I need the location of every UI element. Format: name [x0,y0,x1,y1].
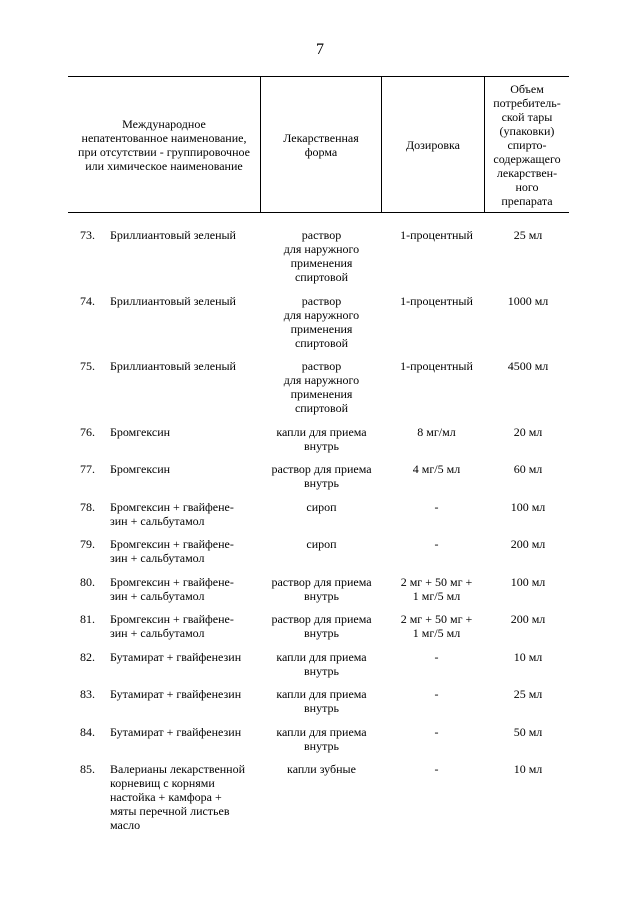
dosage [385,762,488,776]
dosage [385,462,488,476]
package-volume: 60 мл [513,462,543,476]
row-number: 83. [80,687,95,701]
drug-name-line: Бромгексин + гвайфене- [110,612,234,626]
dosage-line: - [434,649,439,664]
dosage-form-line: внутрь [304,701,339,715]
dosage-form-line: спиртовой [294,335,349,350]
dosage-form-line: внутрь [304,738,339,753]
dosage-form-line: капли для приема [276,687,367,701]
dosage [385,575,488,603]
drug-name-line: корневищ с корнями [110,776,215,790]
dosage-line: 1-процентный [400,359,473,373]
dosage-form-line: спиртовой [294,401,349,415]
header-volume-line: ской тары [501,109,553,124]
dosage-form-line: внутрь [304,663,339,678]
dosage-form-line: раствор [301,359,342,373]
drug-name-line: зин + сальбутамол [110,588,205,603]
dosage-line: - [434,499,439,514]
dosage-line: 8 мг/мл [417,424,456,439]
dosage-line: 1-процентный [400,293,473,308]
header-volume-line: препарата [501,193,553,208]
drug-name-line: Бутамират + гвайфенезин [110,687,242,701]
dosage [385,500,488,514]
package-volume: 10 мл [513,762,543,776]
row-number: 82. [80,649,95,664]
dosage-form-line: сироп [306,537,337,551]
drug-name-line: зин + сальбутамол [110,626,205,640]
header-volume-line: лекарствен- [496,165,558,180]
header-name-line: или химическое наименование [85,158,243,173]
dosage-line: 2 мг + 50 мг + [400,612,473,626]
header-name-line: при отсутствии - группировочное [78,144,250,159]
header-dose-line: Дозировка [406,137,460,152]
header-form-line: форма [304,144,338,159]
drug-name [110,687,265,701]
row-number: 75. [80,359,95,373]
drug-name [110,650,265,664]
dosage-form [261,725,382,753]
table-row [0,537,640,575]
table-row [0,762,640,842]
drug-name-line: Бутамират + гвайфенезин [110,649,242,664]
header-dose [382,77,485,212]
package-volume: 200 мл [510,537,546,551]
dosage-line: 4 мг/5 мл [412,462,461,476]
table-row [0,575,640,613]
dosage-form-line: капли для приема [276,649,367,664]
package-volume: 50 мл [513,724,543,739]
table-row [0,725,640,763]
package-volume: 25 мл [513,228,543,242]
dosage-line: - [434,537,439,551]
table-row [0,359,640,425]
drug-name [110,762,265,832]
row-number: 74. [80,293,95,308]
drug-name-line: Бриллиантовый зеленый [110,293,236,308]
dosage-form [261,228,382,284]
dosage-form-line: сироп [306,499,337,514]
dosage-form [261,294,382,350]
header-volume-line: ного [515,179,539,194]
drug-name-line: Валерианы лекарственной [110,762,246,776]
header-volume-line: (упаковки) [499,123,555,138]
drug-name-line: зин + сальбутамол [110,513,205,528]
header-name-line: непатентованное наименование, [81,130,247,145]
drug-name-line: мяты перечной листьев [110,804,230,818]
package-volume: 20 мл [513,424,543,439]
drug-name [110,425,265,439]
package-volume: 10 мл [513,649,543,664]
dosage-line: 1 мг/5 мл [412,626,461,640]
dosage-form [261,425,382,453]
table-body [0,228,640,842]
dosage-form-line: внутрь [304,438,339,453]
dosage [385,228,488,242]
dosage-form-line: раствор [301,293,342,308]
drug-name-line: Бромгексин + гвайфене- [110,499,234,514]
dosage-form [261,762,382,776]
package-volume: 4500 мл [507,359,549,373]
drug-name [110,359,265,373]
row-number: 73. [80,228,95,242]
drug-name [110,500,265,528]
package-volume: 1000 мл [507,293,549,308]
drug-name-line: Бриллиантовый зеленый [110,359,236,373]
dosage-form-line: капли зубные [287,762,356,776]
table-row [0,228,640,294]
dosage [385,612,488,640]
row-number: 76. [80,424,95,439]
drug-name-line: Бромгексин + гвайфене- [110,574,234,589]
dosage-form-line: капли для приема [276,724,367,739]
dosage-line: 1-процентный [400,228,473,242]
dosage-form-line: спиртовой [294,270,349,284]
dosage-form [261,359,382,415]
dosage [385,650,488,664]
table-row [0,500,640,538]
dosage-form-line: раствор [301,228,342,242]
dosage-form-line: внутрь [304,588,339,603]
drug-name-line: Бриллиантовый зеленый [110,228,236,242]
header-volume-line: потребитель- [493,95,561,110]
table-row [0,612,640,650]
dosage-form [261,575,382,603]
drug-name [110,612,265,640]
drug-name-line: зин + сальбутамол [110,551,205,565]
row-number: 85. [80,762,95,776]
drug-name [110,725,265,739]
table-row [0,425,640,463]
drug-name [110,575,265,603]
dosage-form-line: раствор для приема [271,462,372,476]
dosage-line: - [434,724,439,739]
header-name-line: Международное [122,116,206,131]
dosage [385,425,488,439]
drug-name-line: Бромгексин [110,424,171,439]
package-volume: 100 мл [510,574,546,589]
row-number: 77. [80,462,95,476]
row-number: 79. [80,537,95,551]
drug-name [110,228,265,242]
header-volume-line: содержащего [493,151,561,166]
header-volume [485,77,569,212]
dosage [385,359,488,373]
dosage-form-line: применения [290,321,353,336]
page-number: 7 [316,41,324,58]
dosage-form-line: для наружного [283,242,360,256]
dosage-form-line: применения [290,256,353,270]
dosage [385,537,488,551]
dosage-form [261,612,382,640]
drug-name-line: Бромгексин + гвайфене- [110,537,234,551]
table-row [0,687,640,725]
drug-name-line: Бромгексин [110,462,171,476]
drug-name [110,294,265,308]
dosage-form-line: раствор для приема [271,574,372,589]
dosage-form [261,687,382,715]
dosage-form-line: применения [290,387,353,401]
row-number: 84. [80,724,95,739]
drug-name-line: масло [110,818,141,832]
drug-name [110,537,265,565]
table-row [0,650,640,688]
dosage [385,725,488,739]
dosage-form [261,537,382,551]
dosage-form-line: внутрь [304,626,339,640]
header-volume-line: Объем [510,81,544,96]
table-header [68,76,569,213]
package-volume: 100 мл [510,499,546,514]
table-row [0,462,640,500]
header-form [261,77,382,212]
dosage-form [261,650,382,678]
row-number: 81. [80,612,95,626]
dosage-form-line: для наружного [283,373,360,387]
dosage-line: 1 мг/5 мл [412,588,461,603]
row-number: 78. [80,499,95,514]
drug-name-line: настойка + камфора + [110,790,222,804]
dosage-line: - [434,687,439,701]
dosage-line: 2 мг + 50 мг + [400,574,473,589]
dosage-form-line: капли для приема [276,424,367,439]
dosage-form-line: внутрь [304,476,339,490]
header-form-line: Лекарственная [283,130,359,145]
header-volume-line: спирто- [507,137,547,152]
dosage-form-line: раствор для приема [271,612,372,626]
drug-name [110,462,265,476]
dosage [385,294,488,308]
dosage [385,687,488,701]
header-name [68,77,261,212]
dosage-form [261,500,382,514]
table-row [0,294,640,360]
package-volume: 25 мл [513,687,543,701]
dosage-line: - [434,762,439,776]
row-number: 80. [80,574,95,589]
package-volume: 200 мл [510,612,546,626]
drug-name-line: Бутамират + гвайфенезин [110,724,242,739]
dosage-form [261,462,382,490]
dosage-form-line: для наружного [283,307,360,322]
